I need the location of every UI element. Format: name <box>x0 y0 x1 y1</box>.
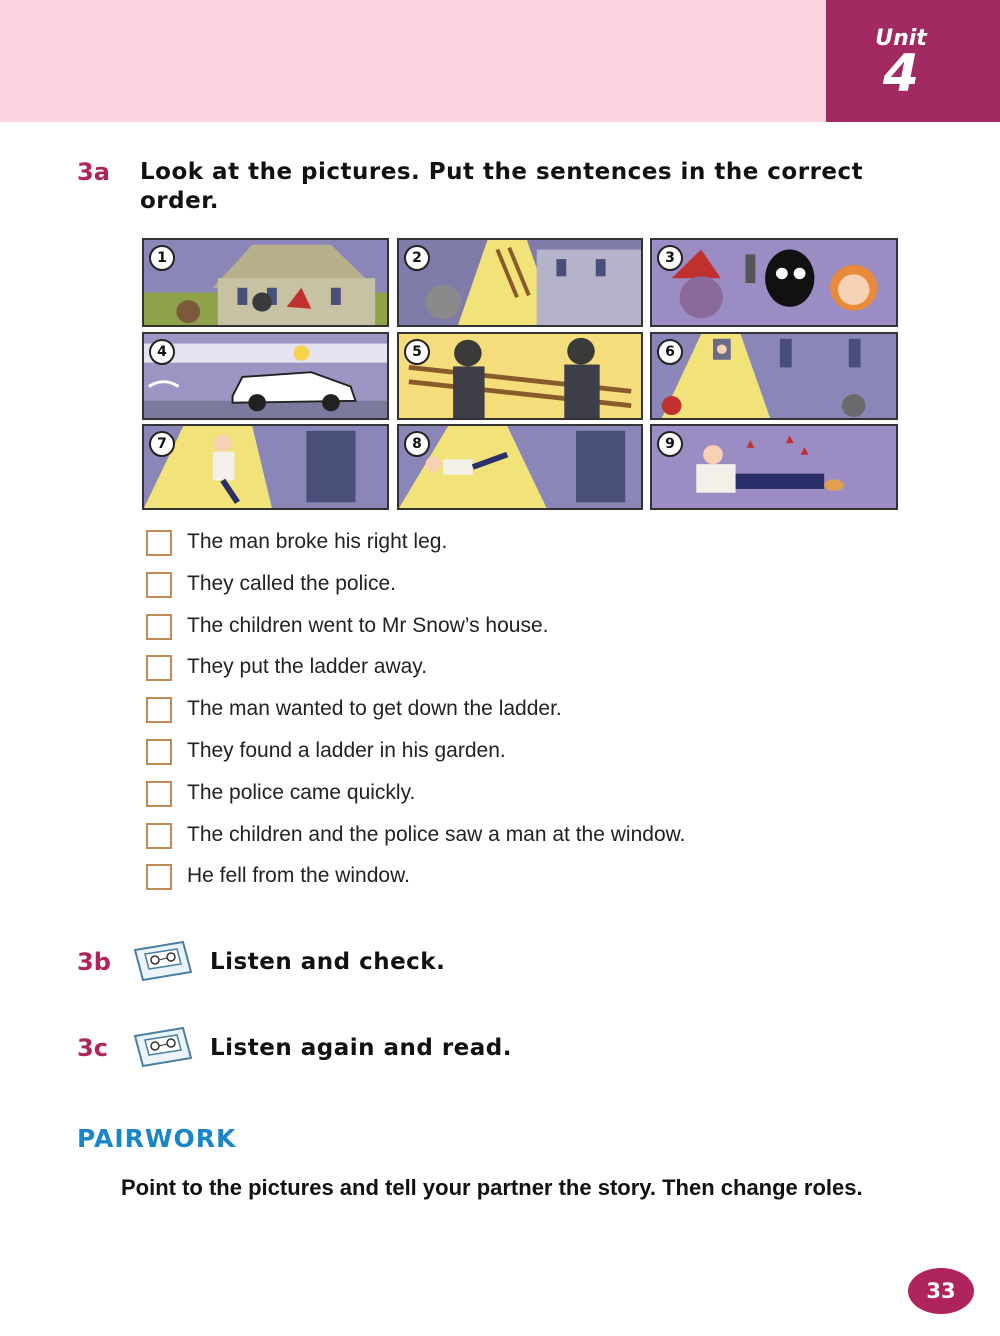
order-checkbox[interactable] <box>146 530 172 556</box>
sentence-text: The children went to Mr Snow’s house. <box>187 613 549 637</box>
order-checkbox[interactable] <box>146 614 172 640</box>
order-checkbox[interactable] <box>146 739 172 765</box>
panel-number: 4 <box>149 339 175 365</box>
man-on-ground-illustration <box>652 426 896 508</box>
man-at-window-illustration <box>652 334 896 418</box>
exercise-3a-label: 3a <box>77 158 110 186</box>
panel-number: 5 <box>404 339 430 365</box>
comic-panel-6 <box>650 332 898 420</box>
sentence-text: They called the police. <box>187 571 396 595</box>
sentence-text: They found a ladder in his garden. <box>187 738 506 762</box>
sentence-text: The police came quickly. <box>187 780 416 804</box>
cassette-icon[interactable] <box>131 938 195 984</box>
panel-number: 6 <box>657 339 683 365</box>
panel-number: 7 <box>149 431 175 457</box>
order-checkbox[interactable] <box>146 823 172 849</box>
exercise-3b-label: 3b <box>77 948 111 976</box>
comic-panel-4 <box>142 332 389 420</box>
man-climbing-down-illustration <box>144 426 387 508</box>
exercise-3c-label: 3c <box>77 1034 108 1062</box>
exercise-3a-instruction-line2: order. <box>140 188 220 214</box>
sentence-text: The children and the police saw a man at the window. <box>187 822 686 846</box>
panel-number: 1 <box>149 245 175 271</box>
man-falling-illustration <box>399 426 641 508</box>
comic-panel-1 <box>142 238 389 327</box>
panel-number: 3 <box>657 245 683 271</box>
panel-number: 8 <box>404 431 430 457</box>
order-checkbox[interactable] <box>146 655 172 681</box>
comic-panel-5 <box>397 332 643 420</box>
children-calling-illustration <box>652 240 896 325</box>
police-car-illustration <box>144 334 387 418</box>
comic-panel-3 <box>650 238 898 327</box>
order-checkbox[interactable] <box>146 864 172 890</box>
house-night-illustration <box>144 240 387 325</box>
panel-number: 9 <box>657 431 683 457</box>
exercise-3b-instruction: Listen and check. <box>210 949 446 975</box>
header-band <box>0 0 826 122</box>
panel-number: 2 <box>404 245 430 271</box>
sentence-text: The man broke his right leg. <box>187 530 448 553</box>
exercise-3c-instruction: Listen again and read. <box>210 1035 513 1061</box>
unit-label: Unit <box>875 26 927 51</box>
ladder-in-garden-illustration <box>399 240 641 325</box>
sentence-text: They put the ladder away. <box>187 655 428 679</box>
unit-badge <box>826 0 1000 122</box>
exercise-3a-instruction-line1: Look at the pictures. Put the sentences in the correct <box>140 159 864 185</box>
order-checkbox[interactable] <box>146 572 172 598</box>
pairwork-title: PAIRWORK <box>77 1124 237 1153</box>
comic-panel-8 <box>397 424 643 510</box>
sentence-text: The man wanted to get down the ladder. <box>187 697 562 721</box>
page-number: 33 <box>908 1268 974 1314</box>
order-checkbox[interactable] <box>146 697 172 723</box>
cassette-icon[interactable] <box>131 1024 195 1070</box>
comic-panels <box>142 238 898 510</box>
order-checkbox[interactable] <box>146 781 172 807</box>
pairwork-text: Point to the pictures and tell your partner the story. Then change roles. <box>121 1175 863 1200</box>
sentence-text: He fell from the window. <box>187 864 410 888</box>
comic-panel-2 <box>397 238 643 327</box>
comic-panel-9 <box>650 424 898 510</box>
police-carrying-ladder-illustration <box>399 334 641 418</box>
comic-panel-7 <box>142 424 389 510</box>
unit-number: 4 <box>882 44 920 104</box>
